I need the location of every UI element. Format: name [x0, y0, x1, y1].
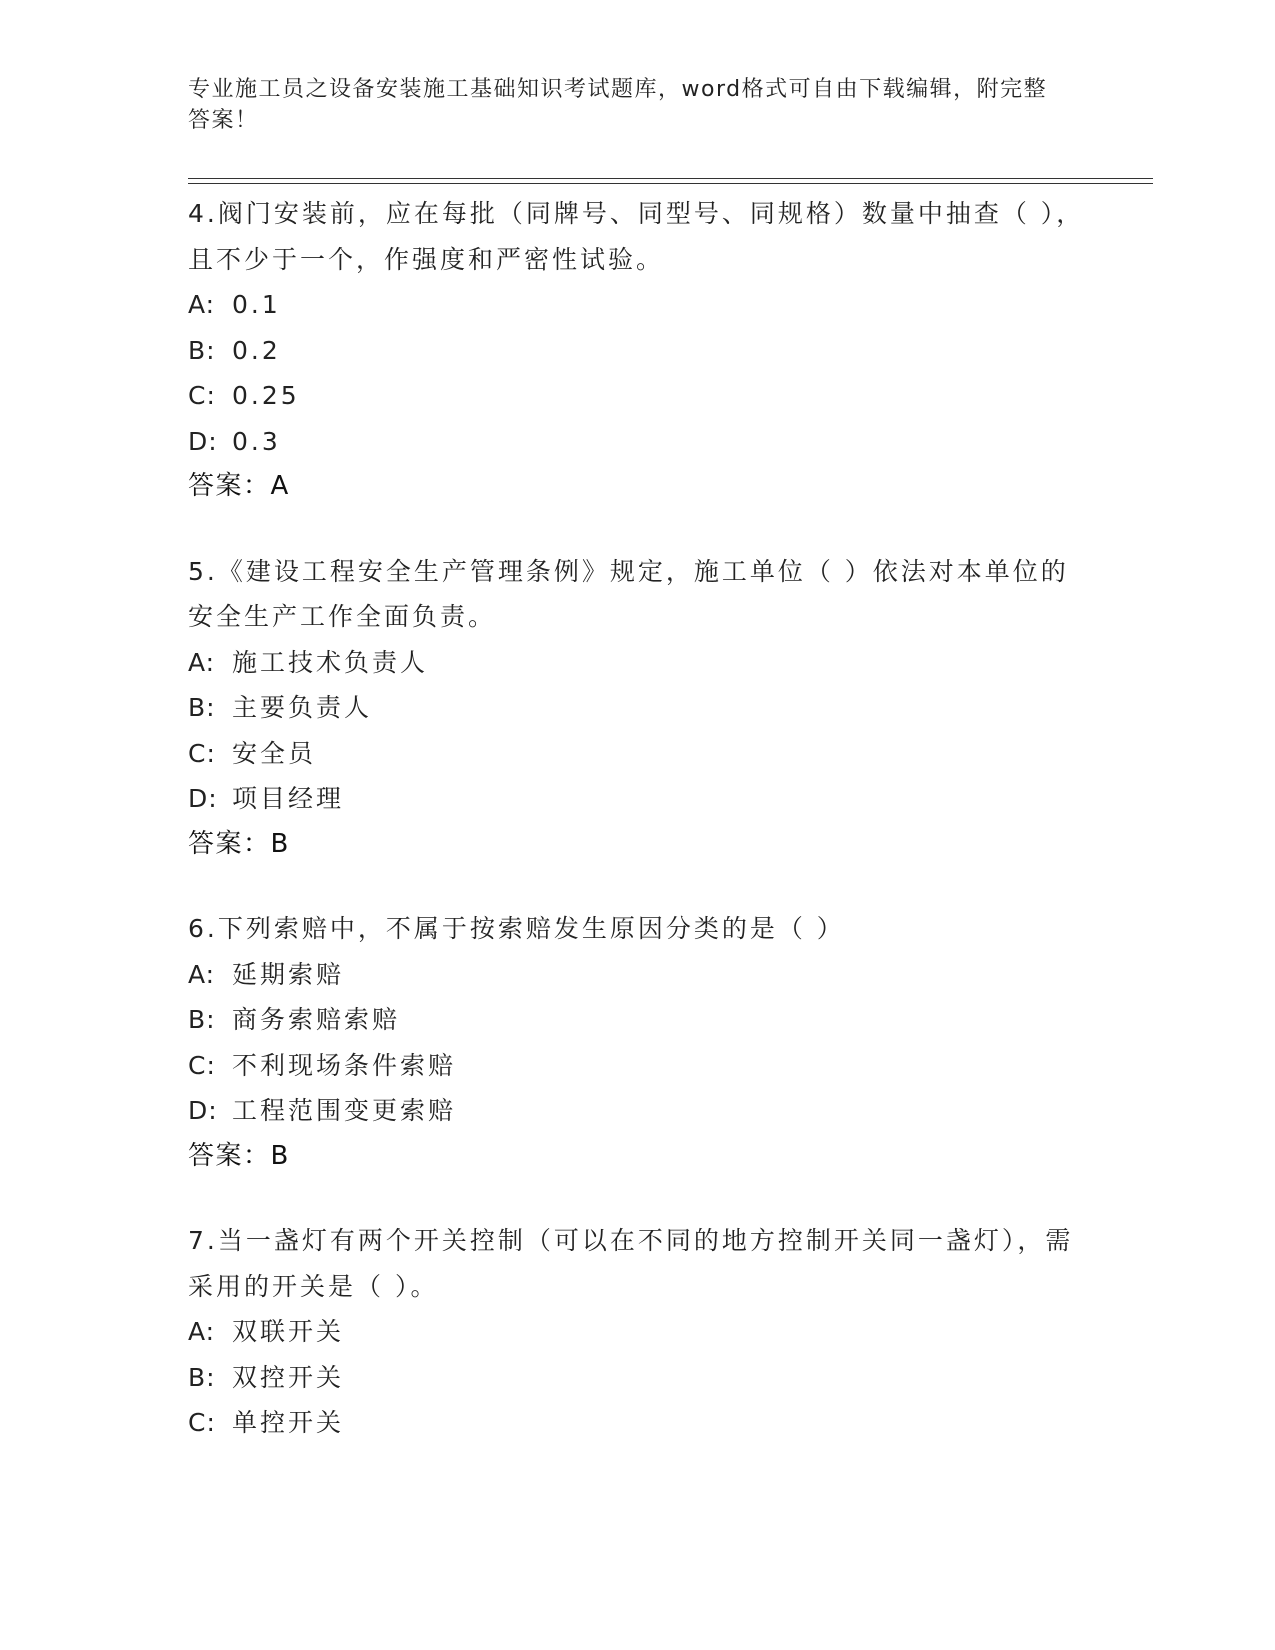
option-text: 商务索赔索赔 [232, 1005, 401, 1034]
option-letter: A: [188, 290, 216, 319]
question-stem: 4.阀门安装前，应在每批（同牌号、同型号、同规格）数量中抽查（ ），且不少于一个，作强度和严密性试验。 [188, 199, 1085, 274]
option-b [188, 328, 1088, 374]
option-a [188, 952, 1088, 998]
question-list [188, 191, 1088, 1485]
question-stem: 7.当一盏灯有两个开关控制（可以在不同的地方控制开关同一盏灯），需采用的开关是（ ）。 [188, 1226, 1074, 1301]
question-stem: 6.下列索赔中，不属于按索赔发生原因分类的是（ ） [188, 914, 845, 943]
header-divider-top [188, 178, 1153, 179]
answer-line: 答案：B [188, 1140, 290, 1171]
option-c [188, 1043, 1088, 1089]
option-d [188, 419, 1088, 465]
document-header: 专业施工员之设备安装施工基础知识考试题库，word格式可自由下载编辑，附完整答案！ [188, 77, 1048, 133]
option-text: 0.3 [232, 426, 281, 456]
question-4 [188, 191, 1088, 510]
option-text: 项目经理 [232, 784, 345, 813]
option-text: 安全员 [232, 738, 317, 768]
option-text: 双联开关 [232, 1317, 345, 1346]
option-text: 双控开关 [232, 1362, 345, 1392]
option-a [188, 282, 1088, 328]
option-letter: A: [188, 1317, 216, 1346]
option-letter: D: [188, 426, 218, 456]
option-b [188, 1355, 1088, 1401]
option-text: 0.1 [232, 290, 281, 319]
option-letter: B: [188, 335, 216, 365]
option-text: 工程范围变更索赔 [232, 1096, 457, 1125]
option-letter: C: [188, 1050, 216, 1080]
question-7 [188, 1218, 1088, 1446]
option-letter: B: [188, 1362, 216, 1392]
option-d [188, 776, 1088, 822]
option-b [188, 685, 1088, 731]
answer-line: 答案：B [188, 828, 290, 859]
option-letter: D: [188, 784, 218, 813]
answer-line: 答案：A [188, 471, 290, 501]
option-text: 延期索赔 [232, 959, 345, 989]
option-letter: B: [188, 693, 216, 722]
option-text: 施工技术负责人 [232, 647, 429, 677]
header-divider-bottom [188, 183, 1153, 184]
option-letter: B: [188, 1005, 216, 1034]
option-a [188, 1309, 1088, 1355]
question-5 [188, 549, 1088, 868]
question-6 [188, 906, 1088, 1179]
option-a [188, 640, 1088, 686]
option-letter: D: [188, 1096, 218, 1125]
option-c [188, 1400, 1088, 1446]
option-d [188, 1088, 1088, 1134]
option-c [188, 373, 1088, 419]
option-text: 0.2 [232, 335, 281, 365]
option-text: 主要负责人 [232, 693, 373, 722]
option-letter: A: [188, 959, 216, 989]
option-text: 不利现场条件索赔 [232, 1050, 457, 1080]
option-letter: A: [188, 647, 216, 677]
option-c [188, 731, 1088, 777]
option-letter: C: [188, 1408, 216, 1437]
option-text: 0.25 [232, 381, 300, 410]
option-letter: C: [188, 381, 216, 410]
option-text: 单控开关 [232, 1408, 345, 1437]
option-letter: C: [188, 738, 216, 768]
option-b [188, 997, 1088, 1043]
question-stem: 5.《建设工程安全生产管理条例》规定，施工单位（ ）依法对本单位的安全生产工作全面负责。 [188, 556, 1069, 631]
